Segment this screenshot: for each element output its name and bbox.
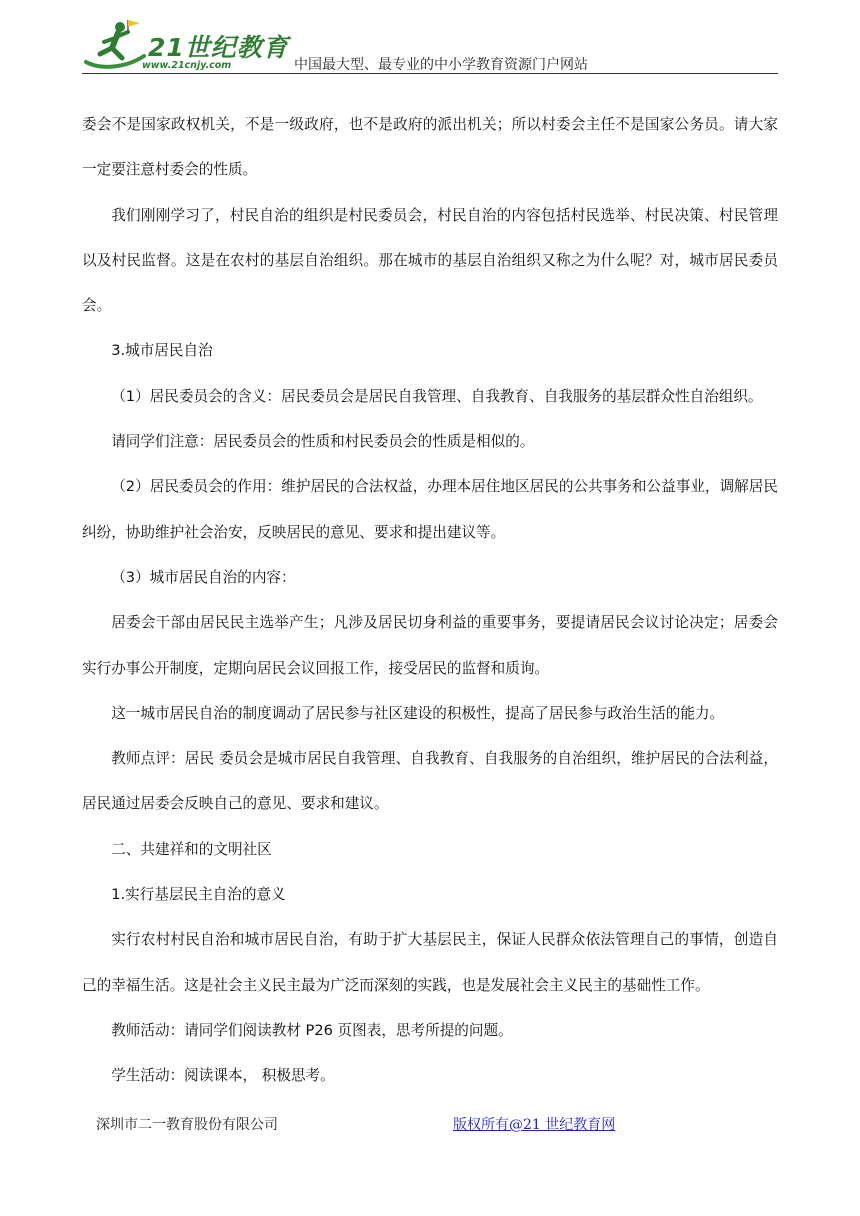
site-tagline: 中国最大型、最专业的中小学教育资源门户网站 [294,57,588,73]
paragraph: 学生活动：阅读课本， 积极思考。 [111,1067,335,1085]
paragraph: 这一城市居民自治的制度调动了居民参与社区建设的积极性，提高了居民参与政治生活的能力。 [111,704,725,722]
paragraph: 居委会干部由居民民主选举产生；凡涉及居民切身利益的重要事务，要提请居民会议讨论决定；居委会实行办事公开制度，定期向居民会议回报工作，接受居民的监督和质询。 [82,614,778,677]
paragraph: 我们刚刚学习了，村民自治的组织是村民委员会，村民自治的内容包括村民选举、村民决策、村民管理以及村民监督。这是在农村的基层自治组织。那在城市的基层自治组织又称之为什么呢？对，城市居民委员会。 [82,206,778,315]
logo-url: www.21cnjy.com [142,60,232,71]
header-divider [82,73,778,74]
paragraph: （1）居民委员会的含义：居民委员会是居民自我管理、自我教育、自我服务的基层群众性自治组织。 [111,387,763,405]
running-figure-icon [82,18,146,74]
paragraph: 请同学们注意：居民委员会的性质和村民委员会的性质是相似的。 [111,433,535,451]
paragraph: （2）居民委员会的作用：维护居民的合法权益，办理本居住地区居民的公共事务和公益事业，调解居民纠纷，协助维护社会治安，反映居民的意见、要求和提出建议等。 [82,478,778,541]
paragraph: 教师点评：居民 委员会是城市居民自我管理、自我教育、自我服务的自治组织，维护居民的合法利益，居民通过居委会反映自己的意见、要求和建议。 [82,750,778,813]
paragraph: 实行农村村民自治和城市居民自治，有助于扩大基层民主，保证人民群众依法管理自己的事情，创造自己的幸福生活。这是社会主义民主最为广泛而深刻的实践，也是发展社会主义民主的基础性工作。 [82,931,778,994]
paragraph: 委会不是国家政权机关，不是一级政府，也不是政府的派出机关；所以村委会主任不是国家公务员。请大家一定要注意村委会的性质。 [82,116,778,179]
section-heading: 1.实行基层民主自治的意义 [111,886,286,904]
site-logo[interactable] [82,18,289,74]
section-heading: 3.城市居民自治 [111,342,213,360]
copyright-link[interactable]: 版权所有@21 世纪教育网 [453,1117,616,1133]
section-heading: 二、共建祥和的文明社区 [111,840,272,858]
document-body [82,102,778,1099]
page-footer [96,1114,696,1136]
paragraph: 教师活动：请同学们阅读教材 P26 页图表，思考所提的问题。 [111,1021,513,1039]
logo-name: 21世纪教育 [148,33,289,62]
footer-company: 深圳市二一教育股份有限公司 [96,1117,278,1133]
page-header [82,18,778,74]
paragraph: （3）城市居民自治的内容： [111,568,296,586]
